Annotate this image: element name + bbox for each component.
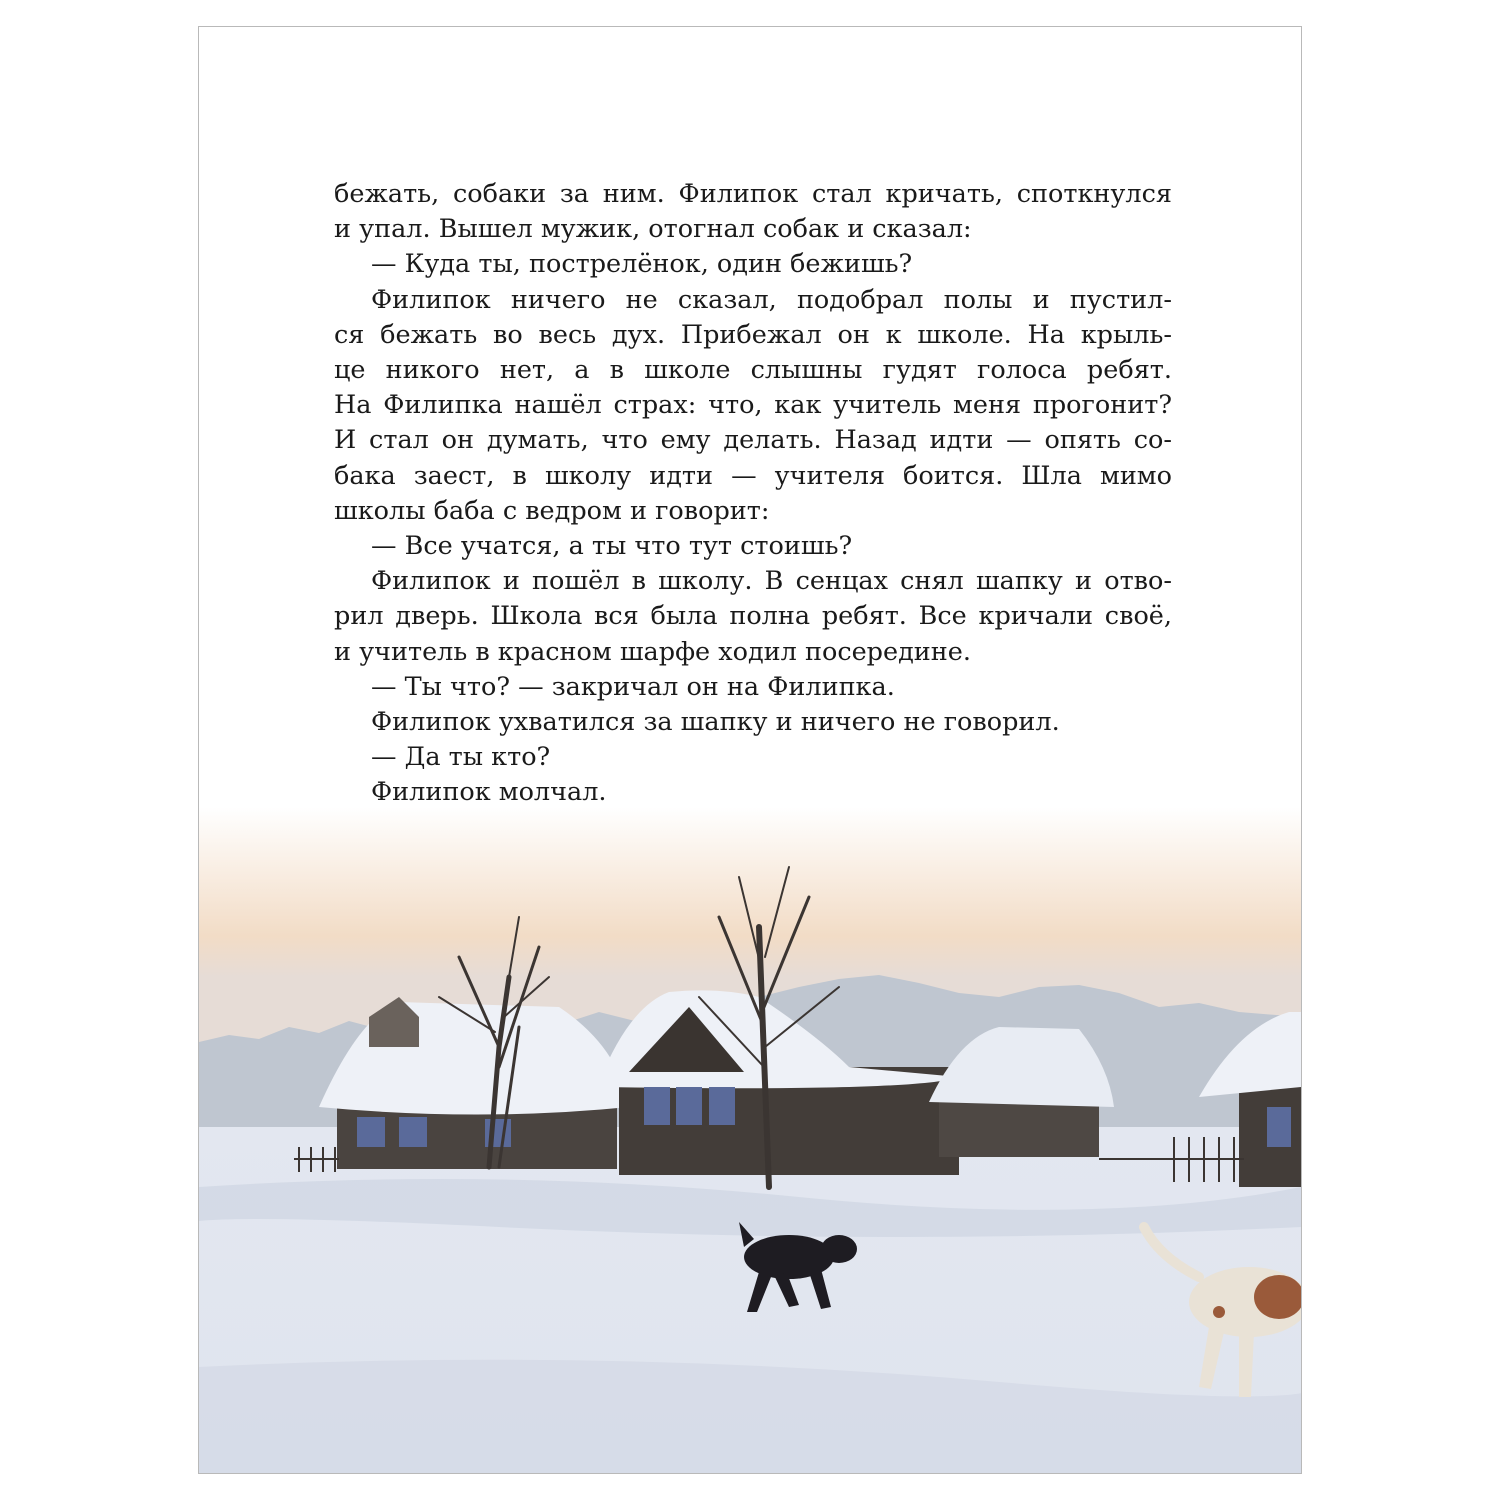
story-text	[334, 177, 1172, 811]
text-line: и учитель в красном шарфе ходил посередине.	[334, 636, 971, 667]
text-line: це никого нет, а в школе слышны гудят голоса ребят.	[334, 354, 1172, 385]
text-line: и упал. Вышел мужик, отогнал собак и сказал:	[334, 214, 972, 245]
text-line: Филипок молчал.	[371, 777, 607, 808]
illustration-svg	[199, 807, 1301, 1474]
text-line: — Ты что? — закричал он на Филипка.	[371, 671, 895, 702]
book-page	[198, 26, 1302, 1474]
text-line: ся бежать во весь дух. Прибежал он к школе. На крыль-	[334, 319, 1172, 350]
text-line: И стал он думать, что ему делать. Назад идти — опять со-	[334, 425, 1172, 456]
text-line: бежать, собаки за ним. Филипок стал кричать, споткнулся	[334, 179, 1172, 209]
winter-village-illustration	[199, 807, 1301, 1474]
text-line: бака заест, в школу идти — учителя боится. Шла мимо	[334, 460, 1172, 491]
text-line: Филипок ничего не сказал, подобрал полы и пустил-	[371, 284, 1172, 315]
text-line: — Да ты кто?	[371, 742, 551, 773]
text-line: — Куда ты, пострелёнок, один бежишь?	[371, 249, 913, 280]
text-line: школы баба с ведром и говорит:	[334, 495, 770, 526]
text-line: — Все учатся, а ты что тут стоишь?	[371, 530, 853, 561]
text-line: На Филипка нашёл страх: что, как учитель меня прогонит?	[334, 390, 1172, 421]
text-line: Филипок и пошёл в школу. В сенцах снял шапку и отво-	[371, 566, 1172, 597]
text-line: Филипок ухватился за шапку и ничего не говорил.	[371, 706, 1060, 737]
text-line: рил дверь. Школа вся была полна ребят. Все кричали своё,	[334, 601, 1172, 632]
